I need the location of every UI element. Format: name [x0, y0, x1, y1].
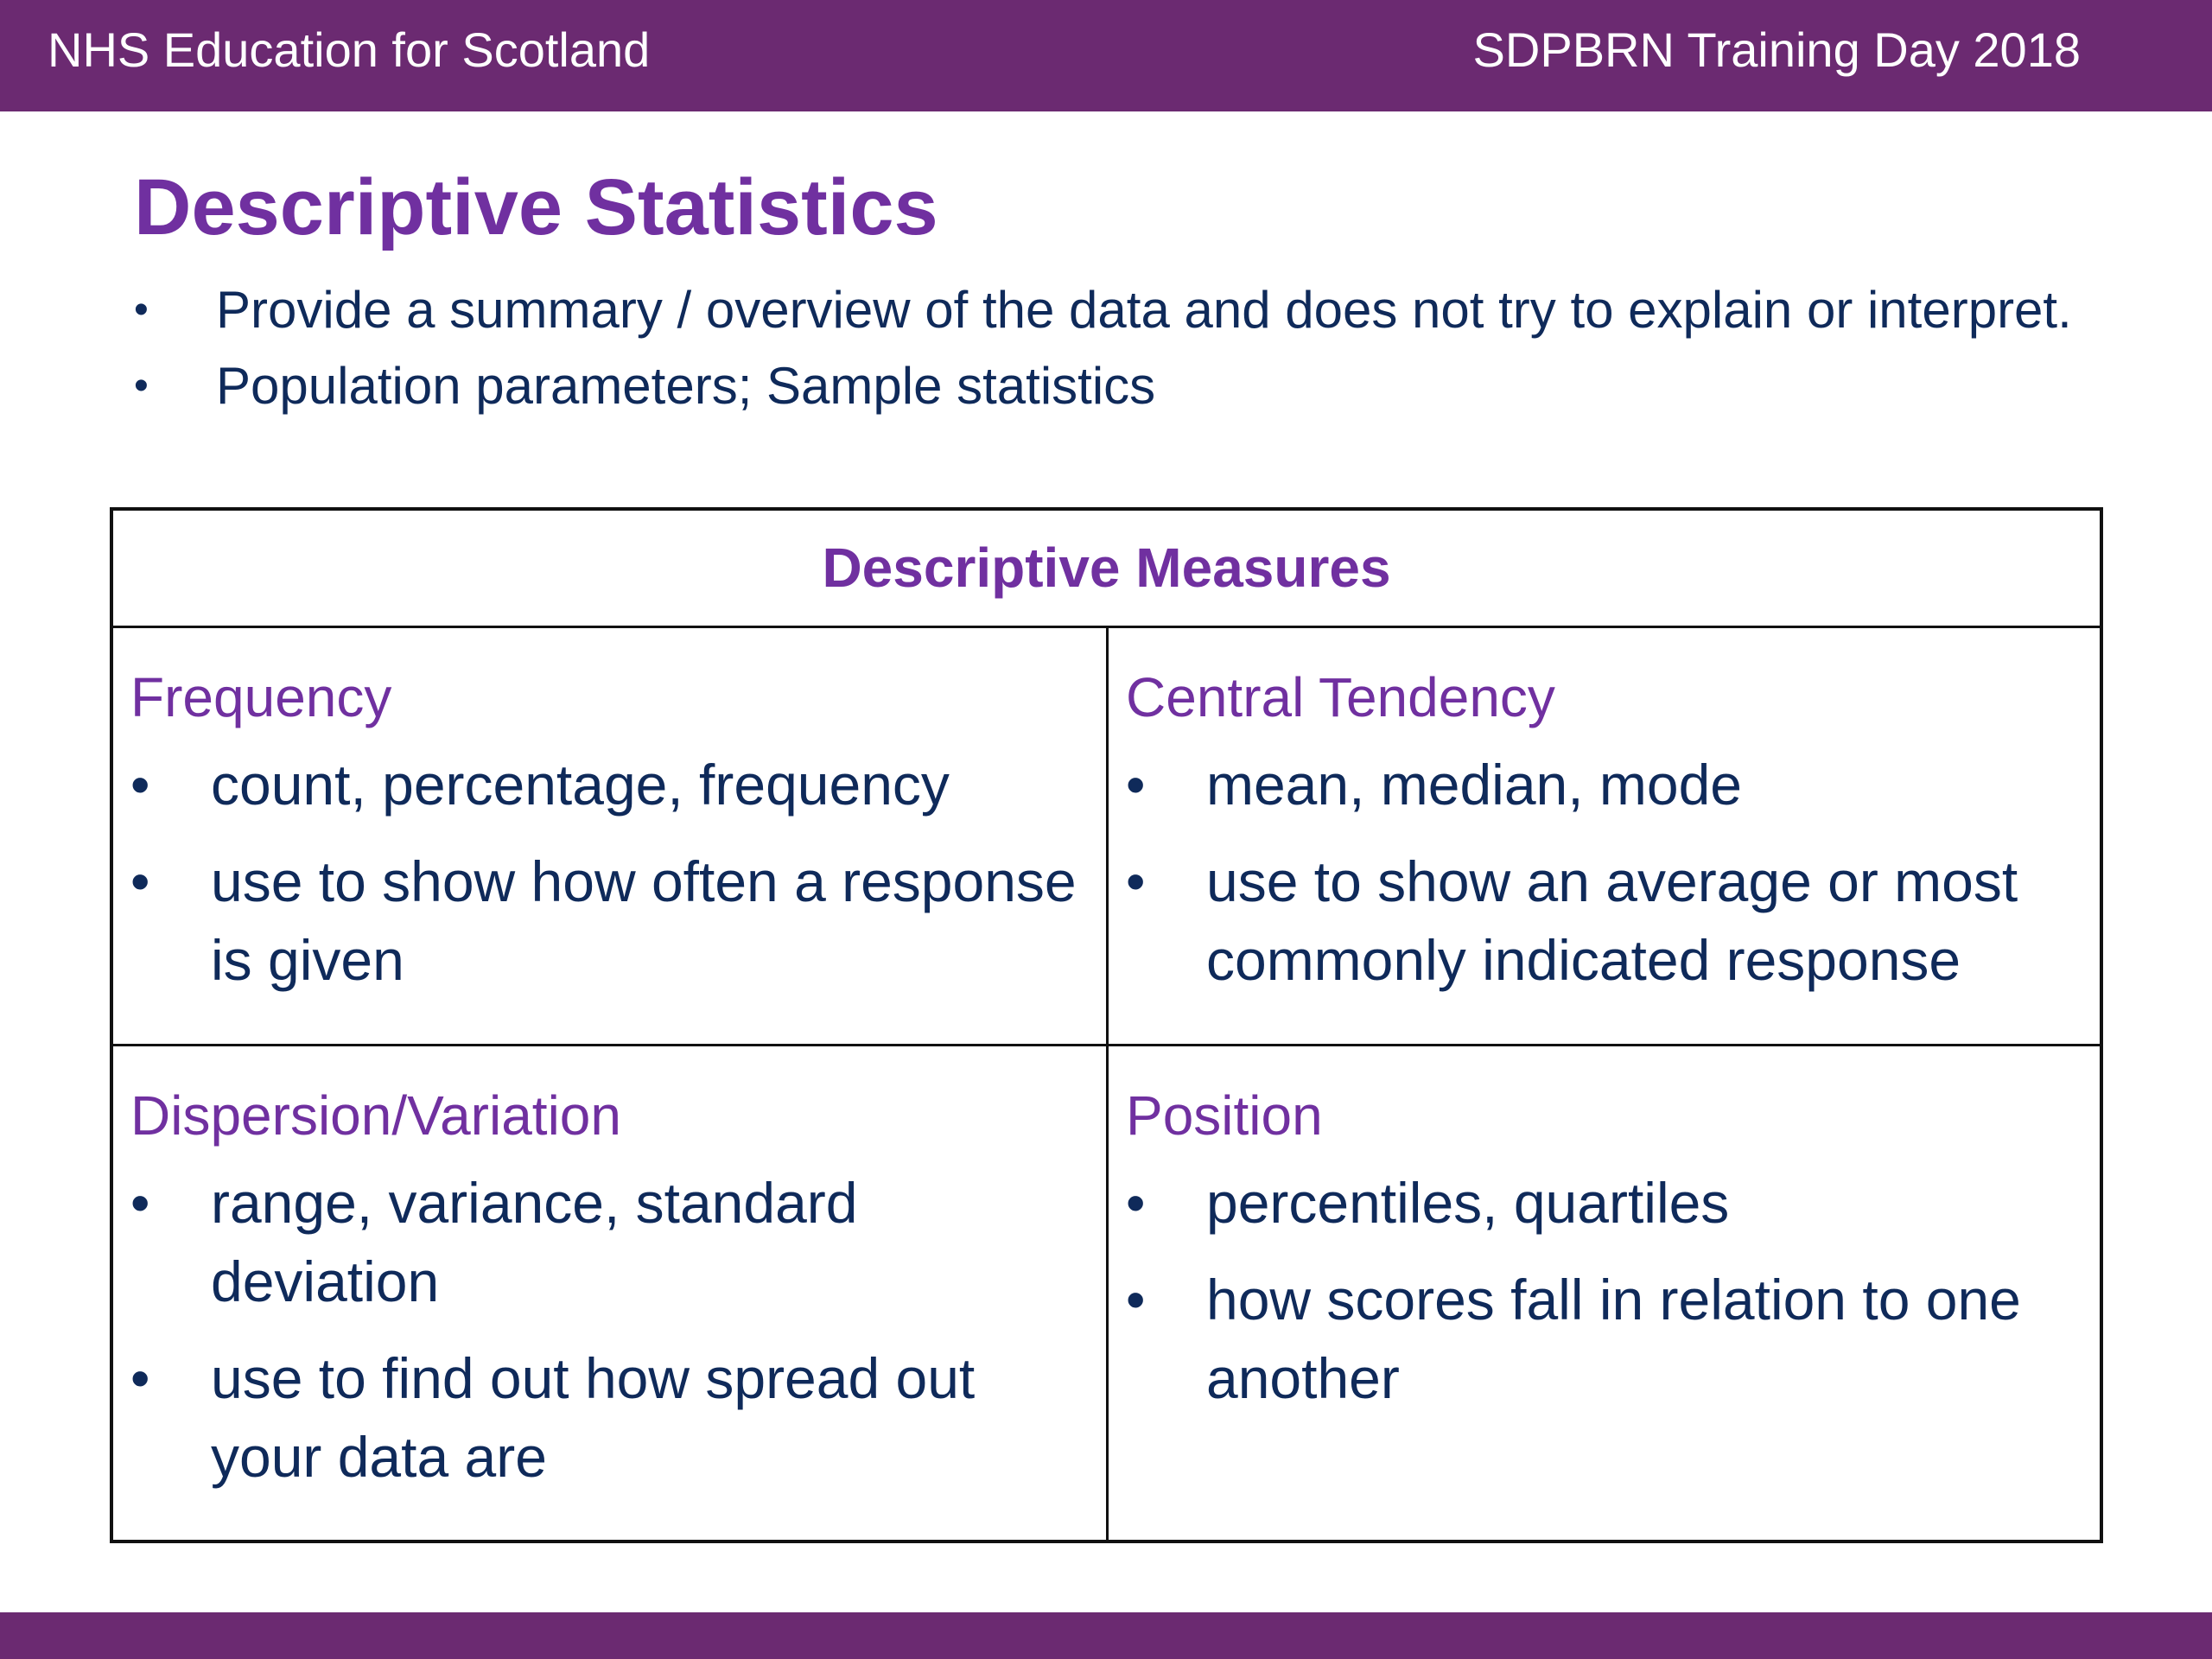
intro-list	[134, 278, 2121, 430]
cell-list-item-text: count, percentage, frequency	[211, 753, 950, 817]
cell-list-item-text: mean, median, mode	[1206, 753, 1743, 817]
cell-list-item	[130, 842, 1089, 1000]
cell-heading: Central Tendency	[1126, 666, 1555, 728]
cell-list-item	[130, 1164, 1089, 1321]
intro-item-text: Provide a summary / overview of the data and does not try to explain or interpret.	[216, 281, 2072, 339]
intro-item-text: Population parameters; Sample statistics	[216, 357, 1156, 415]
bullet-icon: •	[130, 1172, 150, 1234]
footer-band	[0, 1612, 2212, 1659]
cell-list-item	[1126, 1261, 2082, 1418]
cell-list-item	[1126, 746, 2082, 824]
cell-list	[1126, 1164, 2082, 1418]
bullet-icon: •	[130, 753, 150, 816]
cell-list-item	[1126, 1164, 2082, 1243]
cell-list-item	[130, 1339, 1089, 1497]
cell-list-item	[1126, 842, 2082, 1000]
measures-cell-frequency	[113, 628, 1109, 1046]
cell-list-item-text: range, variance, standard deviation	[211, 1171, 858, 1313]
measures-table	[110, 507, 2103, 1543]
bullet-icon: •	[134, 287, 149, 333]
bullet-icon: •	[130, 1347, 150, 1409]
cell-heading: Position	[1126, 1084, 1323, 1147]
cell-heading: Frequency	[130, 666, 392, 728]
org-name: NHS Education for Scotland	[48, 22, 651, 77]
cell-heading: Dispersion/Variation	[130, 1084, 621, 1147]
measures-table-heading: Descriptive Measures	[113, 511, 2100, 628]
bullet-icon: •	[134, 363, 149, 409]
bullet-icon: •	[1126, 1268, 1146, 1331]
event-name: SDPBRN Training Day 2018	[1472, 22, 2081, 77]
cell-list	[130, 1164, 1089, 1497]
slide-title: Descriptive Statistics	[134, 163, 938, 251]
bullet-icon: •	[1126, 1172, 1146, 1234]
bullet-icon: •	[130, 850, 150, 912]
measures-cell-central-tendency	[1109, 628, 2100, 1046]
intro-item	[134, 354, 2121, 418]
cell-list-item-text: use to show how often a response is given	[211, 849, 1077, 992]
cell-list	[1126, 746, 2082, 1000]
cell-list-item	[130, 746, 1089, 824]
cell-list-item-text: use to show an average or most commonly indicated response	[1206, 849, 2018, 992]
header-band	[0, 0, 2212, 111]
intro-item	[134, 278, 2121, 342]
bullet-icon: •	[1126, 850, 1146, 912]
cell-list-item-text: how scores fall in relation to one another	[1206, 1268, 2021, 1410]
bullet-icon: •	[1126, 753, 1146, 816]
cell-list-item-text: use to find out how spread out your data are	[211, 1346, 976, 1489]
cell-list-item-text: percentiles, quartiles	[1206, 1171, 1730, 1235]
measures-cell-dispersion	[113, 1046, 1109, 1540]
measures-cell-position	[1109, 1046, 2100, 1540]
cell-list	[130, 746, 1089, 1000]
